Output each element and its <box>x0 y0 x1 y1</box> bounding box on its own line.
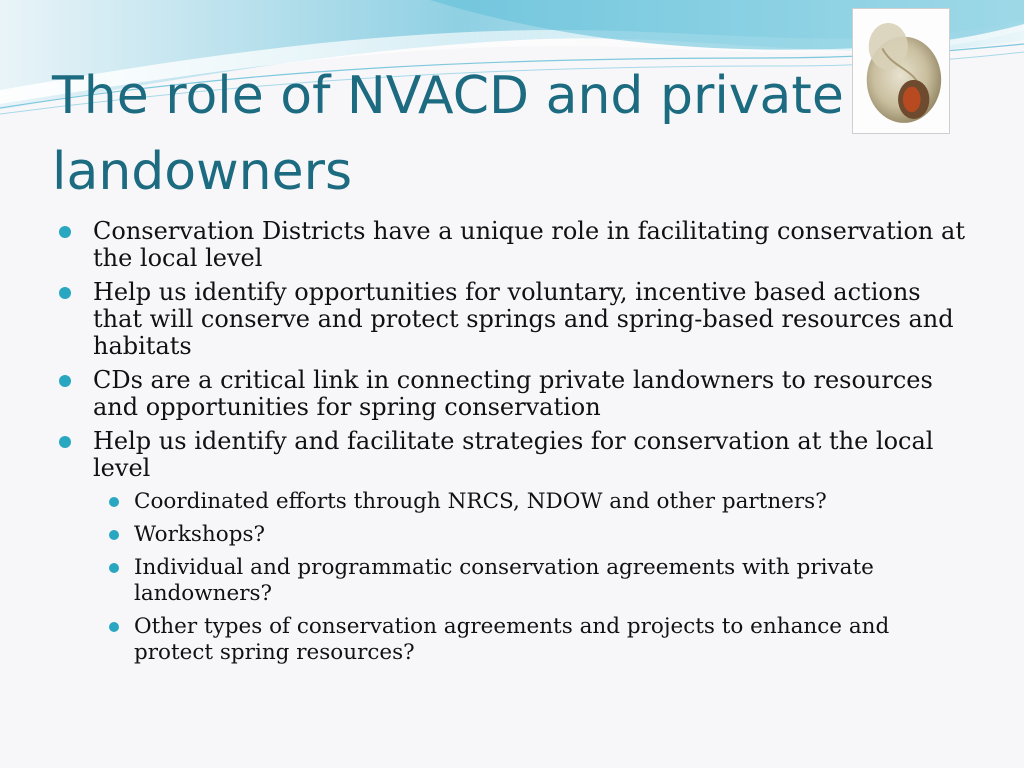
sub-bullet-dot-icon <box>109 622 119 632</box>
bullet-text: Help us identify opportunities for voluntary, incentive based actions that will conserve and protect springs and spring-based resources and habitats <box>93 278 954 360</box>
bullet-dot-icon <box>59 436 71 448</box>
sub-bullet-dot-icon <box>109 530 119 540</box>
sub-bullet-item <box>93 489 975 515</box>
bullet-item <box>55 367 975 421</box>
bullet-item <box>55 428 975 666</box>
sub-bullet-dot-icon <box>109 563 119 573</box>
slide-title: The role of NVACD and private landowners <box>52 66 844 202</box>
sub-bullet-dot-icon <box>109 497 119 507</box>
bullet-item <box>55 279 975 360</box>
sub-bullet-text: Coordinated efforts through NRCS, NDOW and other partners? <box>134 489 827 514</box>
sub-bullet-item <box>93 522 975 548</box>
bullet-text: CDs are a critical link in connecting private landowners to resources and opportunities for spring conservation <box>93 366 933 421</box>
slide-body <box>55 218 975 673</box>
bullet-dot-icon <box>59 375 71 387</box>
sub-bullet-item <box>93 614 975 666</box>
sub-bullet-item <box>93 555 975 607</box>
bullet-text: Conservation Districts have a unique role in facilitating conservation at the local level <box>93 217 965 272</box>
sub-bullet-text: Individual and programmatic conservation agreements with private landowners? <box>134 555 874 606</box>
bullet-dot-icon <box>59 287 71 299</box>
bullet-dot-icon <box>59 226 71 238</box>
bullet-text: Help us identify and facilitate strategies for conservation at the local level <box>93 427 934 482</box>
sub-bullet-text: Other types of conservation agreements and projects to enhance and protect spring resources? <box>134 614 890 665</box>
bullet-item <box>55 218 975 272</box>
sub-bullet-text: Workshops? <box>134 522 266 547</box>
snail-shell-photo-icon <box>852 8 950 134</box>
